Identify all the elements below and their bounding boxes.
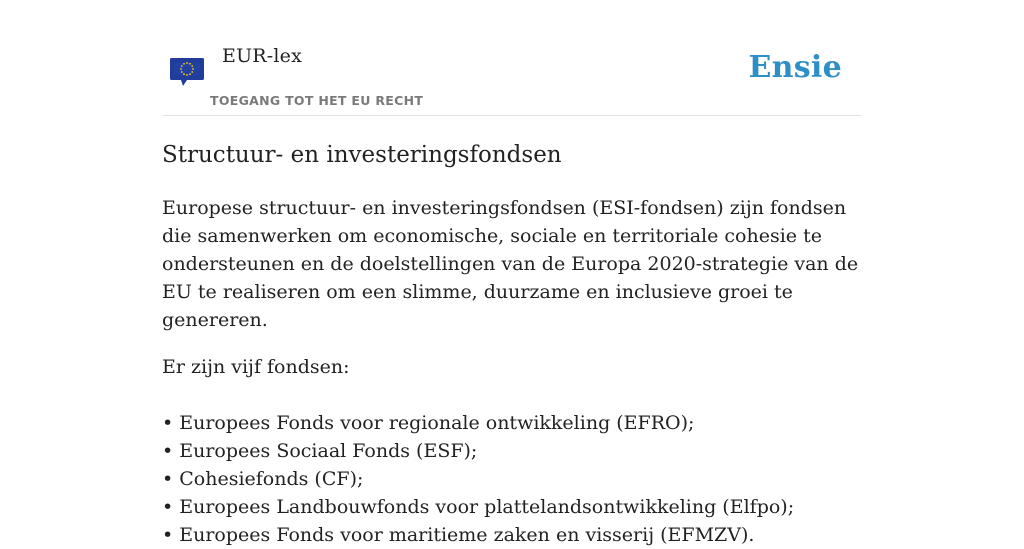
card-header [162,0,862,116]
funds-lead: Er zijn vijf fondsen: [162,356,350,378]
list-item: • Europees Fonds voor maritieme zaken en visserij (EFMZV). [162,524,755,546]
definition-card [162,0,862,549]
page-title: Structuur- en investeringsfondsen [162,142,562,168]
intro-paragraph: Europese structuur- en investeringsfondsen (ESI-fondsen) zijn fondsen die samenwerken om economische, sociale en territoriale cohesie te ondersteunen en de doelstellingen van de Europa 2020-strategie van de EU te realiseren om een slimme, duurzame en inclusieve groei te genereren. [162,197,859,331]
list-item: • Cohesiefonds (CF); [162,468,364,490]
source-name[interactable]: EUR-lex [222,45,303,67]
fund-list [162,409,862,549]
ensie-logo-link[interactable]: Ensie [748,50,842,85]
eu-flag-speech-bubble-icon [170,56,204,88]
list-item: • Europees Fonds voor regionale ontwikkeling (EFRO); [162,412,695,434]
source-subtitle: TOEGANG TOT HET EU RECHT [210,93,424,108]
list-item: • Europees Sociaal Fonds (ESF); [162,440,478,462]
list-item: • Europees Landbouwfonds voor plattelandsontwikkeling (Elfpo); [162,496,795,518]
